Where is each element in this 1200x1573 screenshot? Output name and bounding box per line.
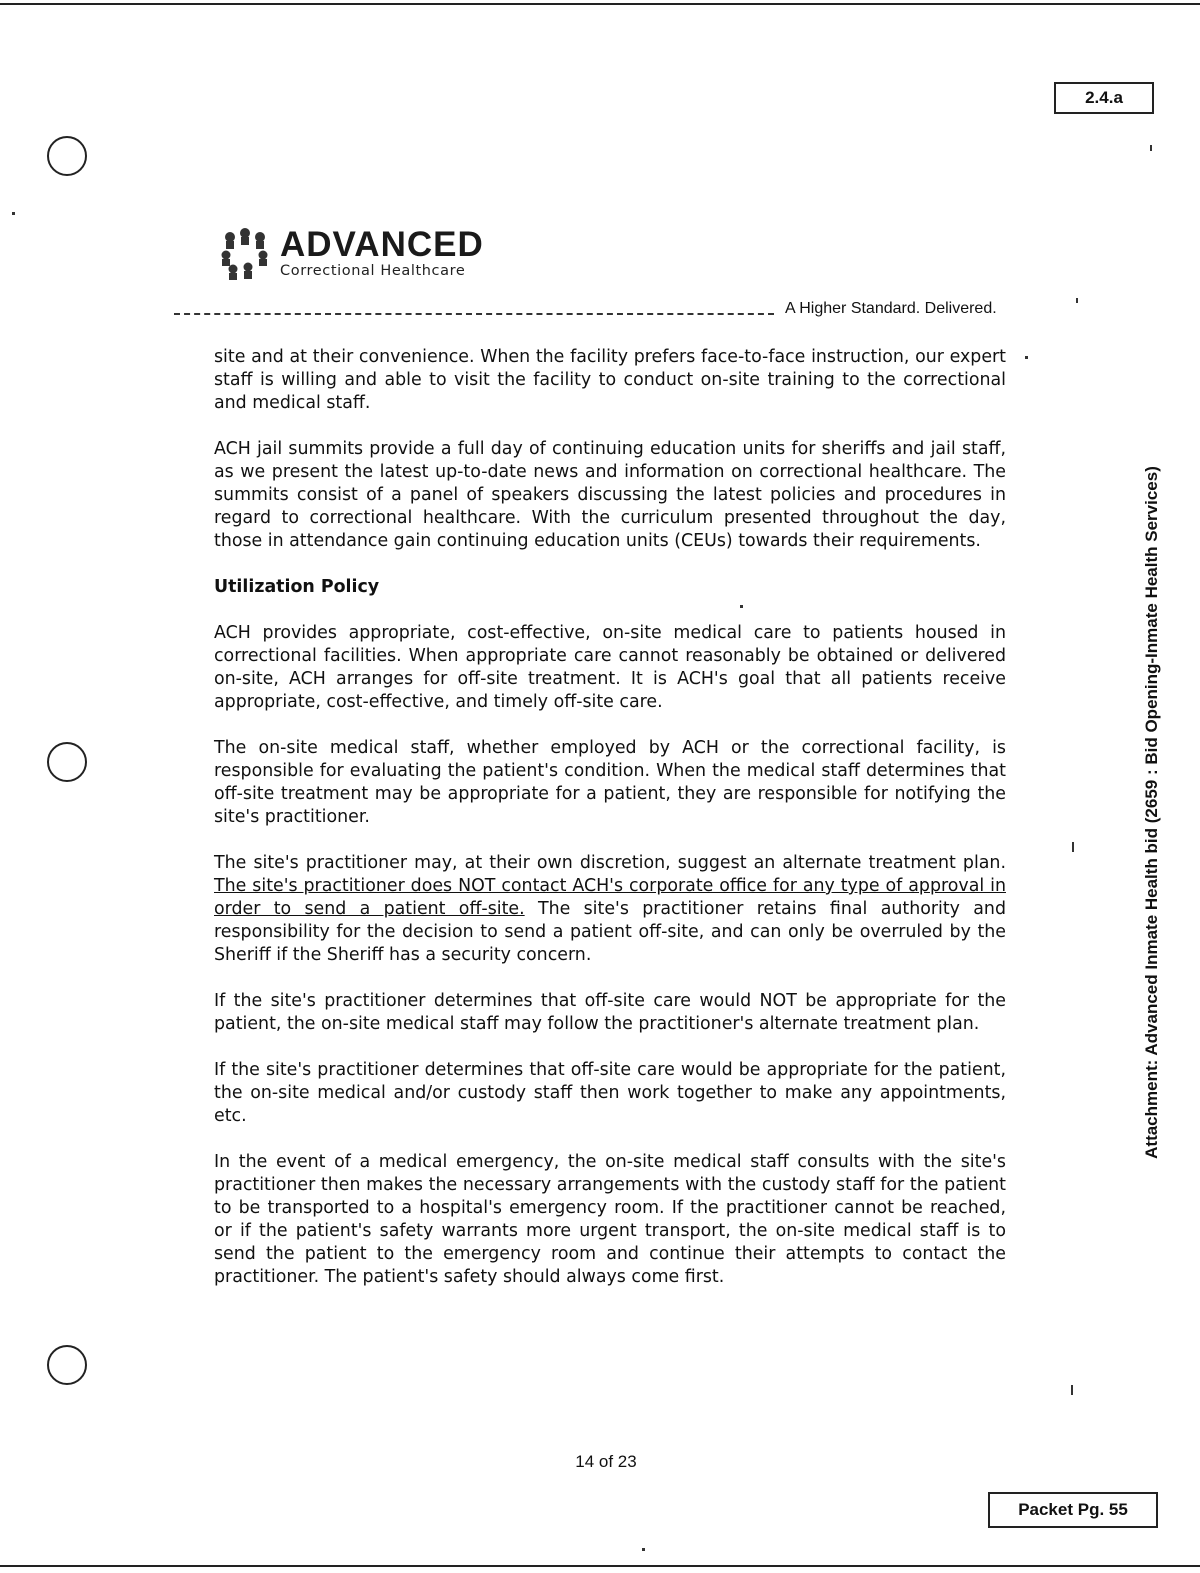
document-body bbox=[214, 346, 1006, 1312]
paragraph-practitioner bbox=[214, 852, 1006, 967]
packet-page-badge bbox=[988, 1492, 1158, 1528]
logo-figures-icon bbox=[218, 227, 272, 281]
paragraph-summits: ACH jail summits provide a full day of continuing education units for sheriffs and jail staff, as we present the latest up-to-date news and information on correctional healthcare. The summits consist of a panel of speakers discussing the latest policies and procedures in regard to correctional healthcare. With the curriculum presented throughout the day, those in attendance gain continuing education units (CEUs) towards their requirements. bbox=[214, 439, 1006, 551]
scan-speck bbox=[1071, 1385, 1073, 1395]
scan-speck bbox=[1150, 145, 1152, 151]
section-heading: Utilization Policy bbox=[214, 577, 380, 597]
company-logo bbox=[218, 227, 484, 281]
punch-hole-top bbox=[47, 136, 87, 176]
logo-name: ADVANCED bbox=[280, 225, 484, 264]
section-badge bbox=[1054, 82, 1154, 114]
paragraph-policy-intro: ACH provides appropriate, cost-effective, on-site medical care to patients housed in correctional facilities. When appropriate care cannot reasonably be obtained or delivered on-site, ACH arranges for off-site treatment. It is ACH's goal that all patients receive appropriate, cost-effective, and timely off-site care. bbox=[214, 623, 1006, 712]
paragraph-onsite-staff: The on-site medical staff, whether employed by ACH or the correctional facility, is responsible for evaluating the patient's condition. When the medical staff determines that off-site treatment may be appropriate for a patient, they are responsible for notifying the site's practitioner. bbox=[214, 738, 1006, 827]
paragraph-appropriate: If the site's practitioner determines that off-site care would be appropriate for the patient, the on-site medical and/or custody staff then work together to make any appointments, etc. bbox=[214, 1060, 1006, 1126]
scan-speck bbox=[740, 605, 743, 608]
packet-page-label: Packet Pg. 55 bbox=[1018, 1500, 1128, 1519]
header-dashed-rule bbox=[174, 313, 774, 315]
page-bottom-border bbox=[0, 1565, 1200, 1567]
practitioner-underlined: The site's practitioner does NOT contact ACH's corporate office for any type of approval in order to send a patient off-site. bbox=[214, 876, 1006, 919]
side-attachment-label: Attachment: Advanced Inmate Health bid (2659 : Bid Opening-Inmate Health Services) bbox=[1142, 466, 1161, 1159]
scan-speck bbox=[12, 212, 15, 215]
logo-subtitle: Correctional Healthcare bbox=[280, 263, 466, 279]
scan-speck bbox=[1076, 298, 1078, 303]
practitioner-lead: The site's practitioner may, at their own discretion, suggest an alternate treatment plan. bbox=[214, 853, 1006, 873]
punch-hole-bottom bbox=[47, 1345, 87, 1385]
page-number: 14 of 23 bbox=[575, 1452, 637, 1471]
section-badge-label: 2.4.a bbox=[1085, 88, 1123, 107]
scan-speck bbox=[1072, 842, 1074, 852]
paragraph-not-appropriate: If the site's practitioner determines that off-site care would NOT be appropriate for the patient, the on-site medical staff may follow the practitioner's alternate treatment plan. bbox=[214, 991, 1006, 1034]
page-top-border bbox=[0, 3, 1200, 5]
paragraph-emergency: In the event of a medical emergency, the on-site medical staff consults with the site's practitioner then makes the necessary arrangements with the custody staff for the patient to be transported to a hospital's emergency room. If the practitioner cannot be reached, or if the patient's safety warrants more urgent transport, the on-site medical staff is to send the patient to the emergency room and continue their attempts to contact the practitioner. The patient's safety should always come first. bbox=[214, 1152, 1006, 1287]
header-tagline: A Higher Standard. Delivered. bbox=[785, 300, 997, 317]
practitioner-tail: The site's practitioner retains final authority and responsibility for the decision to send a patient off-site, and can only be overruled by the Sheriff if the Sheriff has a security concern. bbox=[214, 899, 1006, 965]
punch-hole-middle bbox=[47, 742, 87, 782]
paragraph-training: site and at their convenience. When the facility prefers face-to-face instruction, our expert staff is willing and able to visit the facility to conduct on-site training to the correctional and medical staff. bbox=[214, 347, 1006, 413]
scan-speck bbox=[1025, 356, 1028, 359]
scan-speck bbox=[642, 1548, 645, 1551]
